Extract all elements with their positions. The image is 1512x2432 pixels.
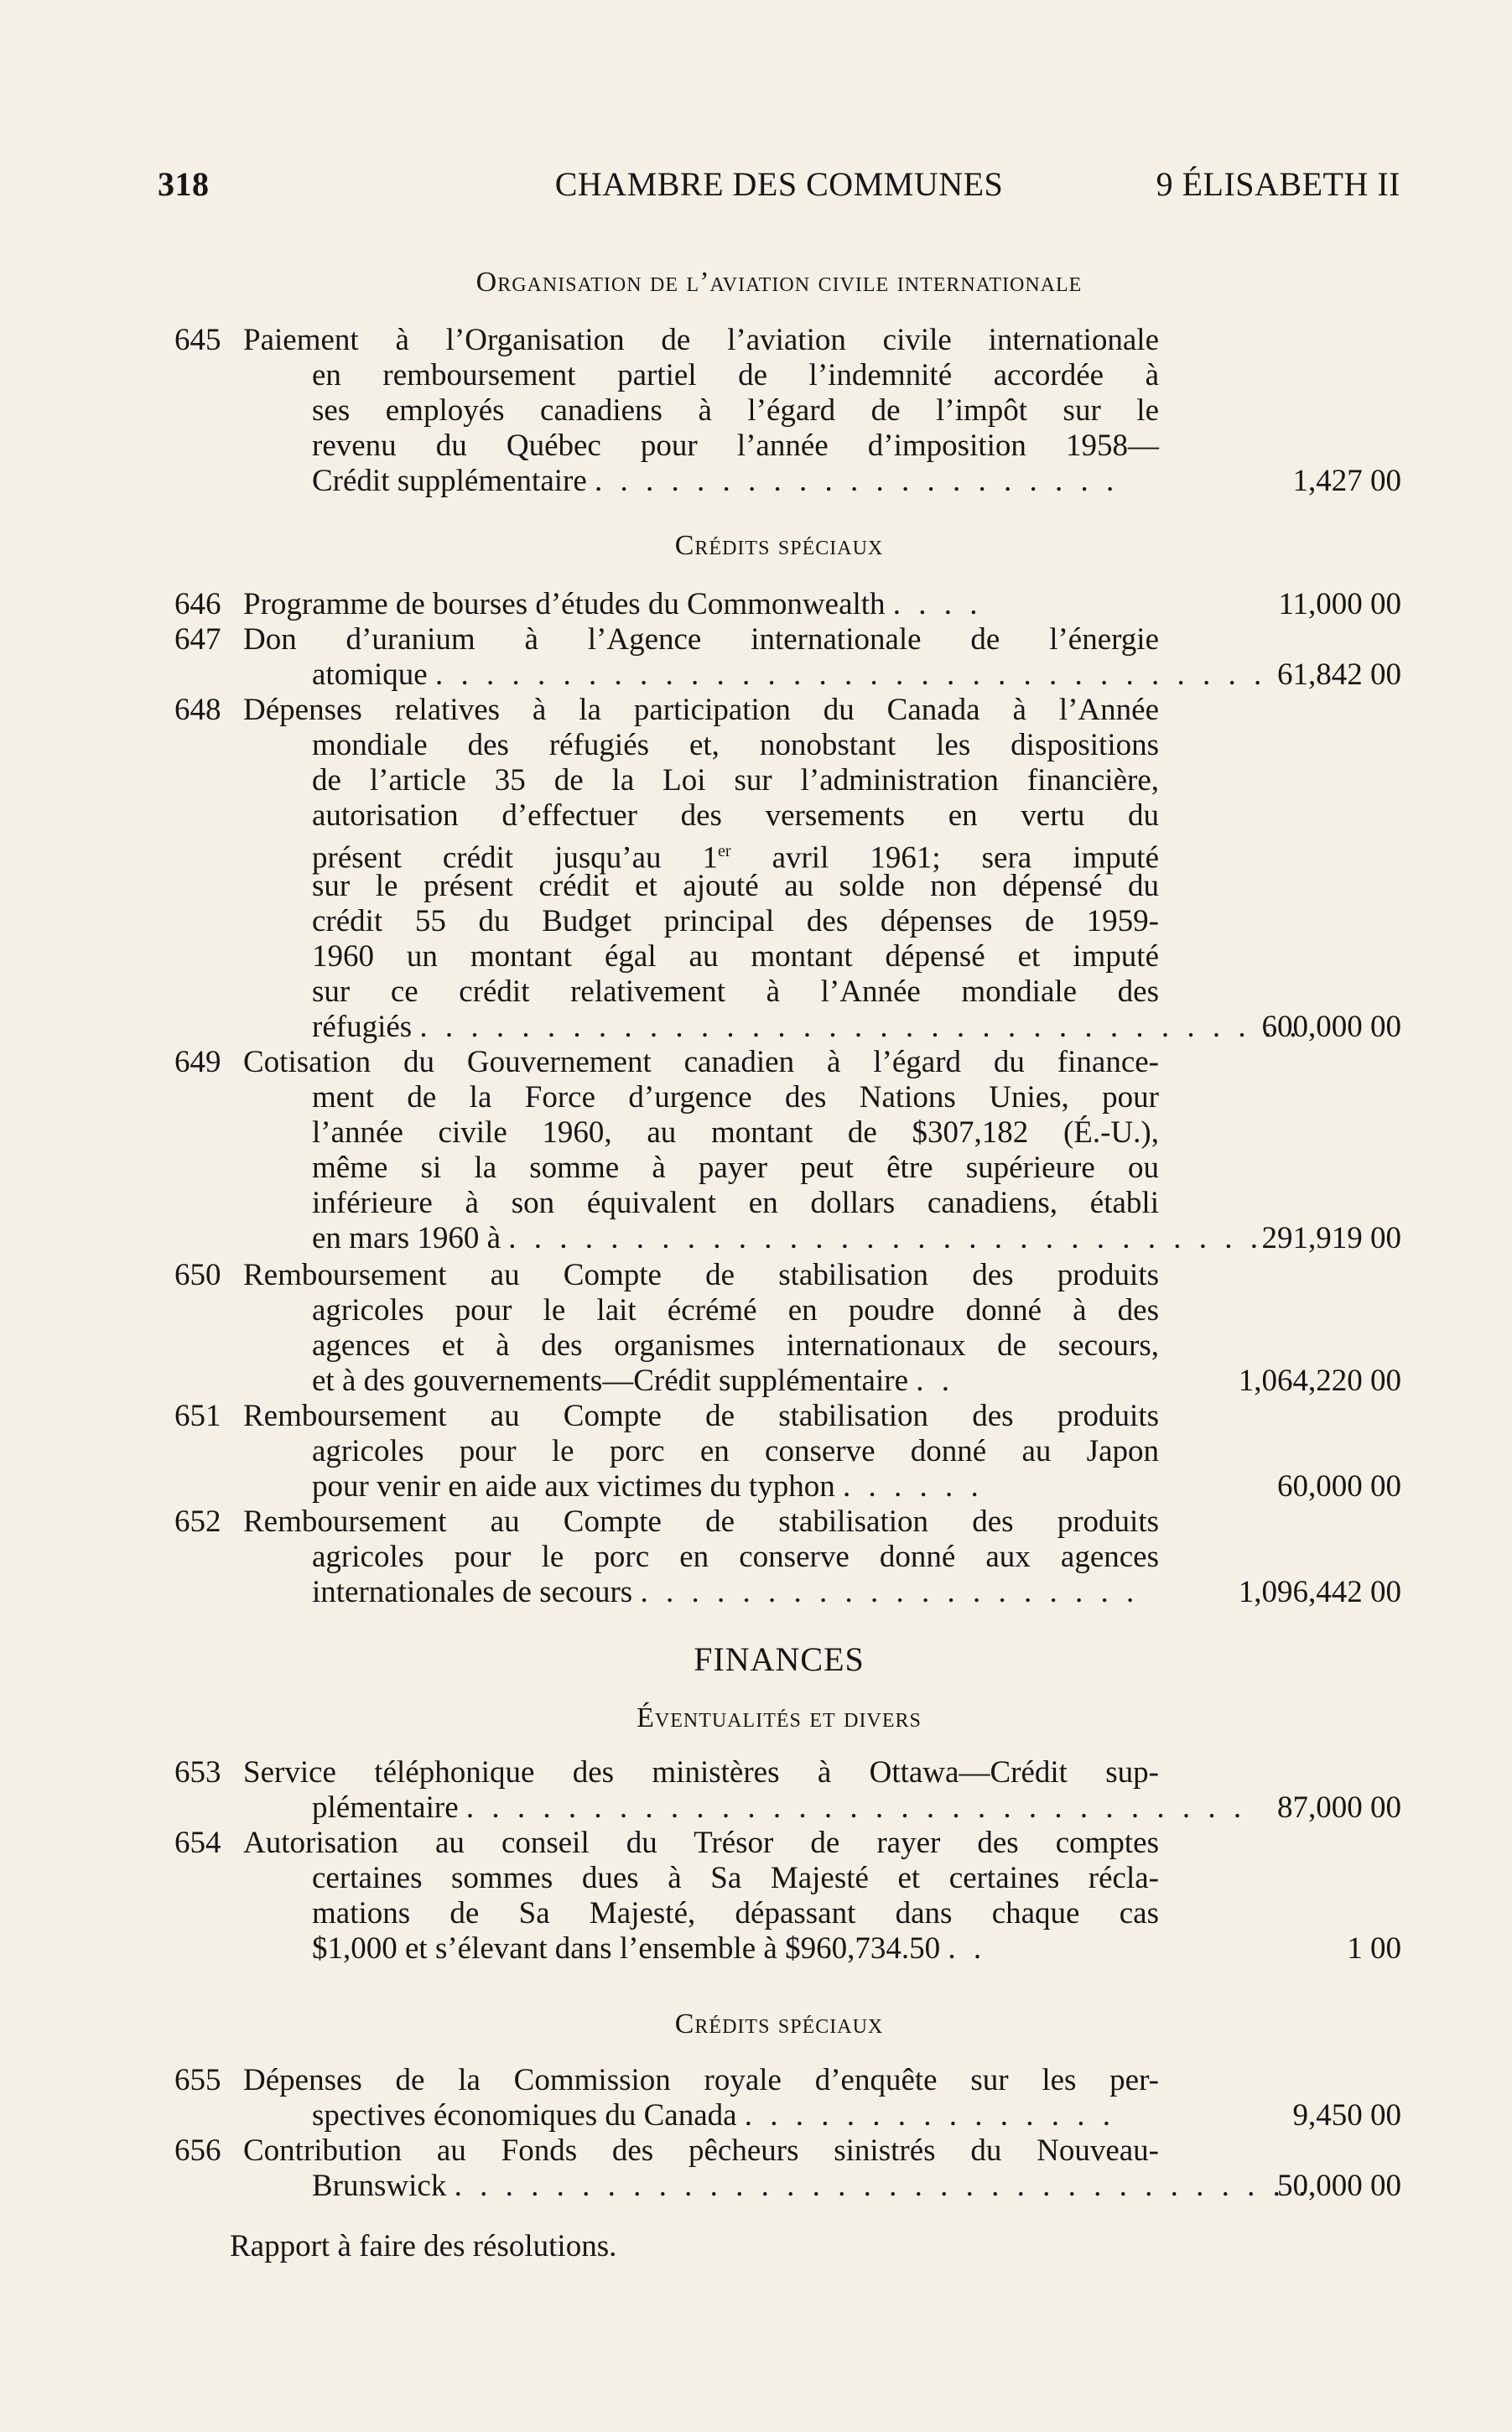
item-description xyxy=(243,587,1159,622)
last-line-text: Brunswick xyxy=(312,2169,447,2203)
item-number: 656 xyxy=(174,2133,221,2168)
dot-leader: . . . . . . . . . . . . . . . . . . . . . . . . . . . . . . xyxy=(508,1221,1264,1255)
item-description xyxy=(243,1045,1264,1256)
description-last-line xyxy=(312,1469,1159,1504)
last-line-text: et à des gouvernements—Crédit supplémentaire xyxy=(312,1364,909,1398)
item-description xyxy=(243,1755,1247,1826)
item-amount: 60,000 00 xyxy=(1277,1469,1401,1504)
item-number: 652 xyxy=(174,1504,221,1539)
description-last-line xyxy=(312,1364,1159,1399)
last-line-text: atomique xyxy=(312,657,428,692)
item-number: 645 xyxy=(174,323,221,357)
item-description xyxy=(243,693,1302,1045)
item-description xyxy=(243,323,1159,499)
item-number: 654 xyxy=(174,1826,221,1860)
last-line-text: Crédit supplémentaire xyxy=(312,464,587,498)
item-amount: 1 00 xyxy=(1347,1931,1401,1966)
description-line: Service téléphonique des ministères à Ottawa—Crédit sup- xyxy=(243,1755,1159,1790)
item-number: 646 xyxy=(174,587,221,621)
last-line-text: pour venir en aide aux victimes du typhon xyxy=(312,1469,835,1504)
page-number: 318 xyxy=(158,165,210,203)
description-line: agences et à des organismes internationaux de secours, xyxy=(312,1328,1159,1363)
dot-leader: . . . . . . . . . . . . . . . . . . . . . . . . . . . . . . . . . . xyxy=(454,2169,1312,2203)
item-amount: 11,000 00 xyxy=(1278,587,1401,621)
last-line-text: en mars 1960 à xyxy=(312,1221,501,1255)
description-last-line xyxy=(312,2098,1159,2133)
dot-leader: . . . . . . . . . . . . . . . . . . . . . xyxy=(595,464,1120,498)
item-amount: 9,450 00 xyxy=(1292,2098,1401,2133)
last-line-text: réfugiés xyxy=(312,1010,413,1044)
section-heading-special-credits-1: Crédits spéciaux xyxy=(674,530,884,561)
description-line: Don d’uranium à l’Agence internationale de l’énergie xyxy=(243,622,1159,657)
item-amount: 1,427 00 xyxy=(1292,464,1401,498)
last-line-text: spectives économiques du Canada xyxy=(312,2098,737,2133)
description-line: Dépenses relatives à la participation du Canada à l’Année xyxy=(243,693,1159,727)
description-last-line xyxy=(243,587,1159,622)
item-number: 651 xyxy=(174,1399,221,1433)
item-description xyxy=(243,2133,1312,2204)
dot-leader: . . . . . . . . . . . . . . . . . . . . . . . . . . . . . . . . . xyxy=(434,657,1267,692)
description-line: Remboursement au Compte de stabilisation des produits xyxy=(243,1258,1159,1292)
dot-leader: . . . . xyxy=(892,587,983,621)
description-last-line xyxy=(312,464,1159,499)
description-last-line xyxy=(312,1575,1159,1610)
header-title: CHAMBRE DES COMMUNES xyxy=(554,165,1004,203)
dot-leader: . . . . . . . . . . . . . . . xyxy=(744,2098,1116,2133)
item-description xyxy=(243,2063,1159,2133)
description-line: ses employés canadiens à l’égard de l’impôt sur le xyxy=(312,393,1159,428)
item-description xyxy=(243,1826,1159,1967)
description-line: revenu du Québec pour l’année d’imposition 1958— xyxy=(312,429,1159,463)
dot-leader: . . . . . . . . . . . . . . . . . . . . . . . . . . . . . . . xyxy=(465,1790,1247,1825)
description-line: agricoles pour le porc en conserve donné aux agences xyxy=(312,1540,1159,1574)
description-line: certaines sommes dues à Sa Majesté et certaines récla- xyxy=(312,1861,1159,1895)
description-line: Contribution au Fonds des pêcheurs sinistrés du Nouveau- xyxy=(243,2133,1159,2168)
item-amount: 87,000 00 xyxy=(1277,1790,1401,1825)
description-line: autorisation d’effectuer des versements en vertu du xyxy=(312,798,1159,833)
description-line: Dépenses de la Commission royale d’enquête sur les per- xyxy=(243,2063,1159,2097)
description-line: mations de Sa Majesté, dépassant dans chaque cas xyxy=(312,1896,1159,1931)
item-number: 649 xyxy=(174,1045,221,1079)
dot-leader: . . . . . . . . . . . . . . . . . . . . xyxy=(640,1575,1140,1609)
description-last-line xyxy=(312,2169,1312,2204)
description-line: présent crédit jusqu’au 1er avril 1961; sera imputé xyxy=(312,840,1159,876)
description-line: même si la somme à payer peut être supérieure ou xyxy=(312,1151,1159,1185)
item-amount: 1,064,220 00 xyxy=(1238,1364,1401,1398)
description-line: 1960 un montant égal au montant dépensé et imputé xyxy=(312,939,1159,974)
last-line-text: $1,000 et s’élevant dans l’ensemble à $960,734.50 xyxy=(312,1931,941,1966)
item-amount: 600,000 00 xyxy=(1261,1010,1401,1044)
description-line: agricoles pour le lait écrémé en poudre donné à des xyxy=(312,1293,1159,1328)
description-line: de l’article 35 de la Loi sur l’administration financière, xyxy=(312,763,1159,798)
description-last-line xyxy=(312,657,1267,693)
running-header xyxy=(158,164,1400,215)
closing-note: Rapport à faire des résolutions. xyxy=(230,2229,617,2263)
item-number: 648 xyxy=(174,693,221,727)
dot-leader: . . . . . . . . . . . . . . . . . . . . . . . . . . . . . . . . . . . xyxy=(419,1010,1302,1044)
description-line: Remboursement au Compte de stabilisation des produits xyxy=(243,1504,1159,1539)
item-number: 647 xyxy=(174,622,221,657)
description-line: Cotisation du Gouvernement canadien à l’égard du finance- xyxy=(243,1045,1159,1079)
description-line: agricoles pour le porc en conserve donné au Japon xyxy=(312,1434,1159,1468)
section-heading-icao: Organisation de l’aviation civile internationale xyxy=(475,267,1083,298)
header-regnal-year: 9 ÉLISABETH II xyxy=(1156,165,1400,203)
item-amount: 291,919 00 xyxy=(1261,1221,1401,1255)
description-line: Remboursement au Compte de stabilisation des produits xyxy=(243,1399,1159,1433)
description-line: Paiement à l’Organisation de l’aviation civile internationale xyxy=(243,323,1159,357)
description-line: en remboursement partiel de l’indemnité accordée à xyxy=(312,358,1159,392)
description-last-line xyxy=(312,1790,1247,1826)
item-description xyxy=(243,1258,1159,1399)
item-number: 655 xyxy=(174,2063,221,2097)
description-line: Autorisation au conseil du Trésor de rayer des comptes xyxy=(243,1826,1159,1860)
section-heading-contingencies: Éventualités et divers xyxy=(636,1702,922,1733)
description-line: inférieure à son équivalent en dollars canadiens, établi xyxy=(312,1186,1159,1220)
dot-leader: . . xyxy=(916,1364,955,1398)
dot-leader: . . xyxy=(948,1931,987,1966)
last-line-text: Programme de bourses d’études du Commonwealth xyxy=(243,587,886,621)
description-line: ment de la Force d’urgence des Nations Unies, pour xyxy=(312,1080,1159,1115)
description-last-line xyxy=(312,1931,1159,1967)
description-line: mondiale des réfugiés et, nonobstant les dispositions xyxy=(312,728,1159,762)
description-line: l’année civile 1960, au montant de $307,182 (É.-U.), xyxy=(312,1115,1159,1150)
item-description xyxy=(243,1399,1159,1504)
description-last-line xyxy=(312,1010,1302,1045)
dot-leader: . . . . . . xyxy=(842,1469,984,1504)
item-number: 653 xyxy=(174,1755,221,1790)
description-last-line xyxy=(312,1221,1264,1256)
last-line-text: internationales de secours xyxy=(312,1575,633,1609)
description-line: sur le présent crédit et ajouté au solde non dépensé du xyxy=(312,869,1159,903)
last-line-text: plémentaire xyxy=(312,1790,459,1825)
item-number: 650 xyxy=(174,1258,221,1292)
section-heading-special-credits-2: Crédits spéciaux xyxy=(674,2008,884,2040)
item-description xyxy=(243,1504,1159,1610)
item-description xyxy=(243,622,1267,693)
description-line: sur ce crédit relativement à l’Année mondiale des xyxy=(312,974,1159,1009)
description-line: crédit 55 du Budget principal des dépenses de 1959- xyxy=(312,904,1159,938)
item-amount: 50,000 00 xyxy=(1277,2169,1401,2203)
item-amount: 1,096,442 00 xyxy=(1238,1575,1401,1609)
item-amount: 61,842 00 xyxy=(1277,657,1401,692)
section-heading-finances: FINANCES xyxy=(694,1640,865,1678)
